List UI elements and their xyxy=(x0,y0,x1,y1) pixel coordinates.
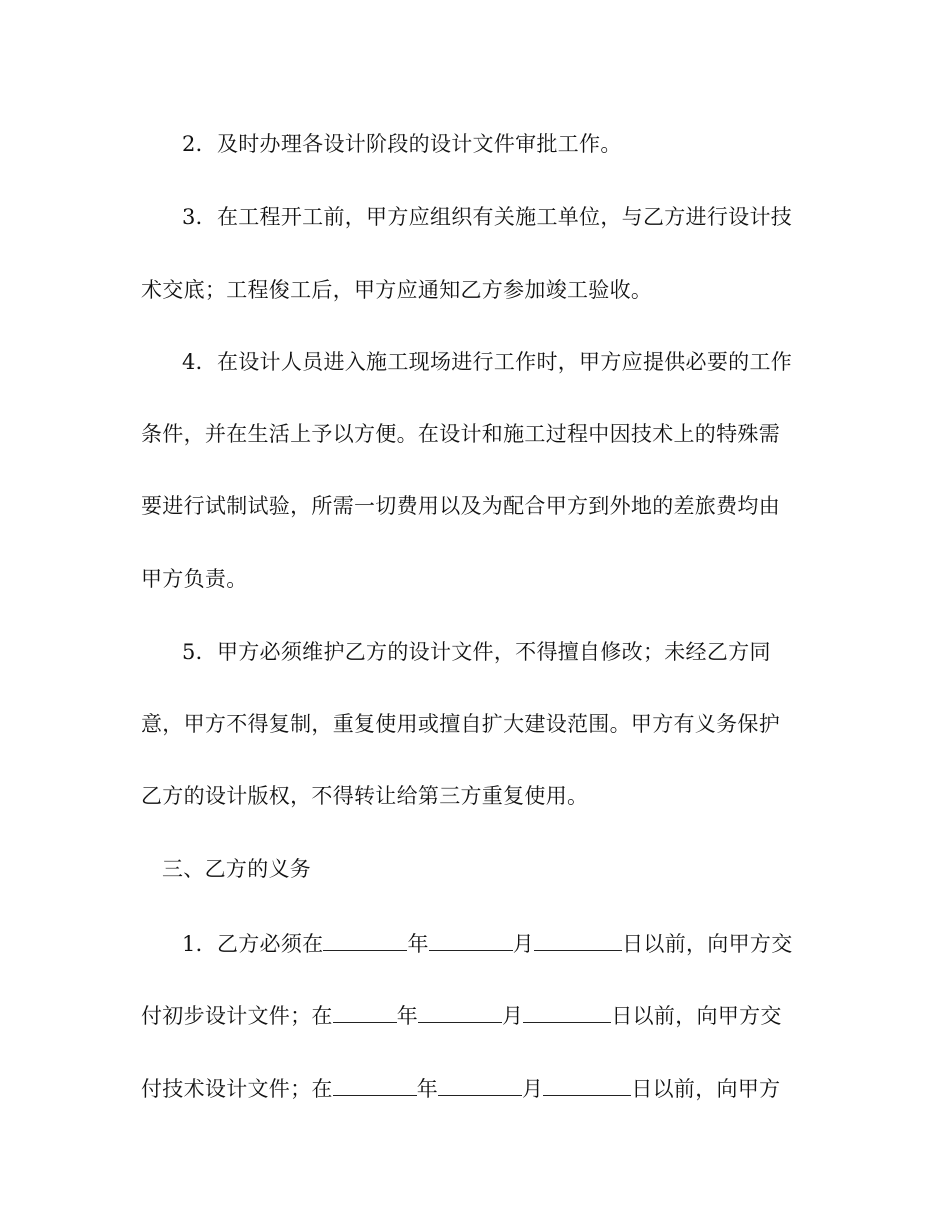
fill-in-line xyxy=(182,928,862,958)
month-label: 月 xyxy=(522,1077,544,1101)
paragraph-line: 甲方负责。 xyxy=(141,567,248,591)
month-label: 月 xyxy=(502,1004,524,1028)
paragraph-line: 乙方的设计版权，不得转让给第三方重复使用。 xyxy=(141,784,589,808)
day-blank[interactable] xyxy=(534,928,622,951)
line-text: 日以前，向甲方交 xyxy=(611,1004,782,1028)
line-text: 日以前，向甲方 xyxy=(631,1077,781,1101)
paragraph-line: 意，甲方不得复制，重复使用或擅自扩大建设范围。甲方有义务保护 xyxy=(141,712,780,736)
paragraph-line: 要进行试制试验，所需一切费用以及为配合甲方到外地的差旅费均由 xyxy=(141,494,780,518)
line-text: 日以前，向甲方交 xyxy=(622,932,793,956)
month-blank[interactable] xyxy=(418,1000,502,1023)
year-blank[interactable] xyxy=(323,928,407,951)
day-blank[interactable] xyxy=(543,1073,631,1096)
line-text: 1．乙方必须在 xyxy=(182,932,324,956)
year-blank[interactable] xyxy=(333,1073,417,1096)
paragraph-line: 4．在设计人员进入施工现场进行工作时，甲方应提供必要的工作 xyxy=(182,350,793,374)
month-blank[interactable] xyxy=(438,1073,522,1096)
month-blank[interactable] xyxy=(429,928,513,951)
line-text: 付技术设计文件；在 xyxy=(141,1077,333,1101)
year-label: 年 xyxy=(396,1004,419,1028)
paragraph-line: 5．甲方必须维护乙方的设计文件，不得擅自修改；未经乙方同 xyxy=(182,640,771,664)
day-blank[interactable] xyxy=(523,1000,611,1023)
year-label: 年 xyxy=(407,932,429,956)
fill-in-line xyxy=(141,1000,821,1030)
section-heading: 三、乙方的义务 xyxy=(162,857,312,881)
fill-in-line xyxy=(141,1073,821,1103)
paragraph-line: 2．及时办理各设计阶段的设计文件审批工作。 xyxy=(182,132,622,156)
paragraph-line: 条件，并在生活上予以方便。在设计和施工过程中因技术上的特殊需 xyxy=(141,422,780,446)
month-label: 月 xyxy=(512,932,535,956)
year-label: 年 xyxy=(416,1077,439,1101)
paragraph-line: 3．在工程开工前，甲方应组织有关施工单位，与乙方进行设计技 xyxy=(182,205,793,229)
line-text: 付初步设计文件；在 xyxy=(141,1004,333,1028)
year-blank[interactable] xyxy=(333,1000,397,1023)
paragraph-line: 术交底；工程俊工后，甲方应通知乙方参加竣工验收。 xyxy=(141,278,653,302)
